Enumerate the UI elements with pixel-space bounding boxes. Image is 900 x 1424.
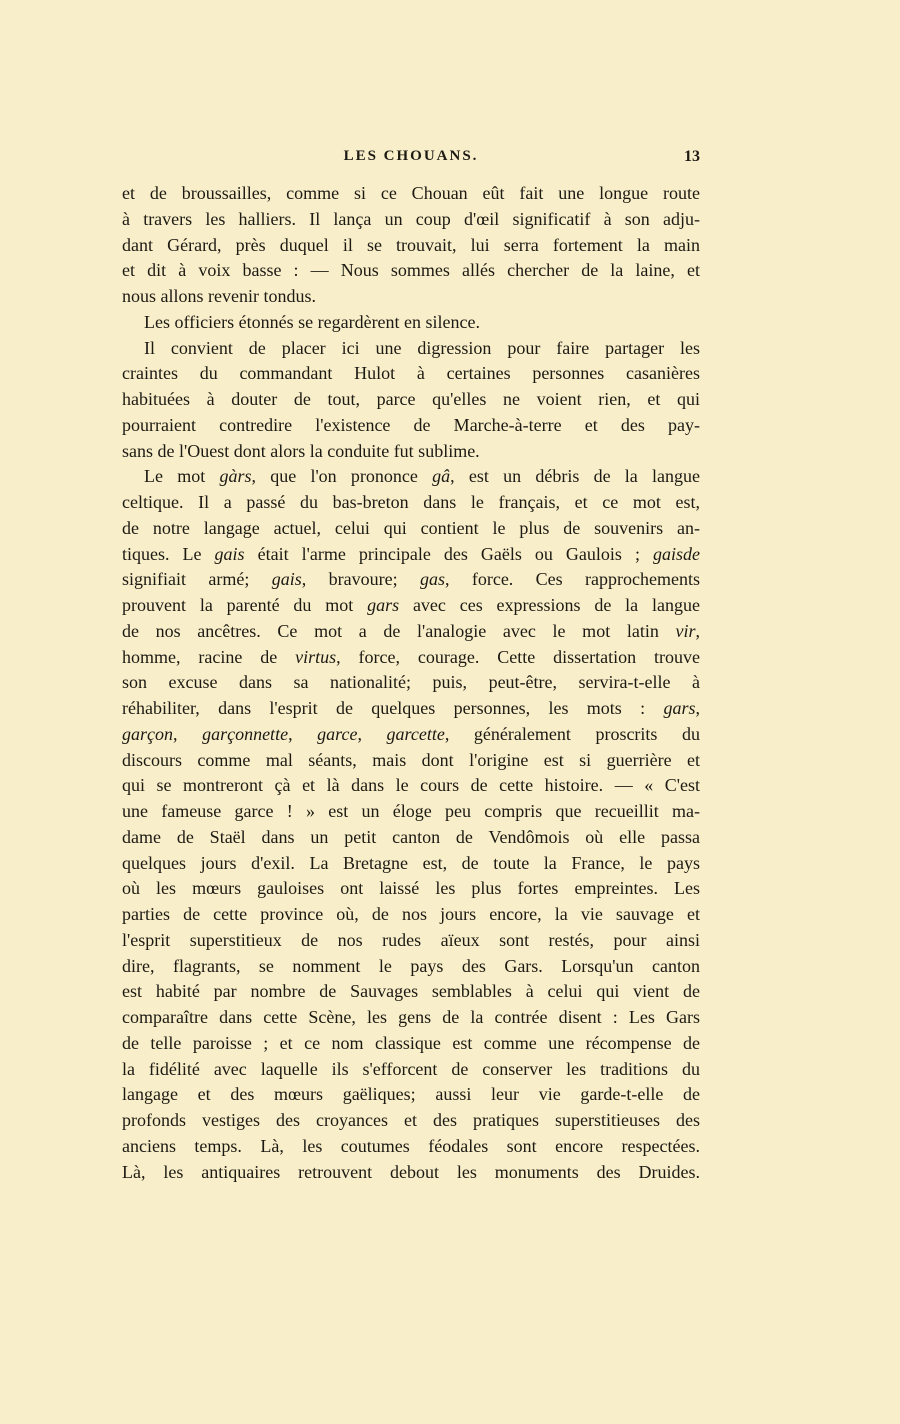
text-line xyxy=(122,233,700,259)
text-line xyxy=(122,696,700,722)
text-segment: celtique. Il a passé du bas-breton dans le français, et ce mot est, xyxy=(122,492,700,512)
italic-text: garçon xyxy=(122,723,173,744)
text-line xyxy=(122,1031,700,1057)
text-line xyxy=(122,593,700,619)
text-line xyxy=(122,645,700,671)
text-line xyxy=(122,902,700,928)
text-segment: de nos ancêtres. Ce mot a de l'analogie avec le mot latin xyxy=(122,620,676,641)
text-segment: , xyxy=(173,723,203,744)
text-segment: Le mot xyxy=(144,466,220,487)
text-segment: homme, racine de xyxy=(122,646,296,667)
text-segment: la fidélité avec laquelle ils s'efforcent de conserver les traditions du xyxy=(122,1058,700,1079)
italic-text: gàrs xyxy=(219,466,252,487)
italic-text: garcette xyxy=(386,723,445,744)
text-line xyxy=(122,361,700,387)
text-line xyxy=(122,207,700,233)
text-line xyxy=(122,310,700,336)
text-segment: tiques. Le xyxy=(122,543,215,564)
text-line xyxy=(122,979,700,1005)
text-segment: , généralement proscrits du xyxy=(444,723,701,744)
text-segment: , xyxy=(695,620,700,641)
text-line xyxy=(122,258,700,284)
text-line xyxy=(122,284,700,310)
text-segment: et dit à voix basse : — Nous sommes allés chercher de la laine, et xyxy=(122,260,700,281)
text-line xyxy=(122,799,700,825)
page-body-text xyxy=(122,181,700,1185)
text-line xyxy=(122,928,700,954)
italic-text: gâ xyxy=(432,466,451,487)
text-segment: comparaître dans cette Scène, les gens de la contrée disent : Les Gars xyxy=(122,1007,700,1027)
italic-text: gais xyxy=(271,569,302,590)
text-line xyxy=(122,748,700,774)
text-line xyxy=(122,516,700,542)
italic-text: gais xyxy=(214,543,245,564)
text-line xyxy=(122,670,700,696)
text-segment: Il convient de placer ici une digression pour faire partager les xyxy=(144,337,700,358)
text-line xyxy=(122,387,700,413)
text-segment: anciens temps. Là, les coutumes féodales sont encore respectées. xyxy=(122,1135,700,1156)
text-segment: de telle paroisse ; et ce nom classique est comme une récompense de xyxy=(122,1032,700,1053)
text-segment: dire, flagrants, se nomment le pays des Gars. Lorsqu'un canton xyxy=(122,955,700,976)
running-title: LES CHOUANS. xyxy=(343,148,479,164)
italic-text: virtus xyxy=(295,646,337,667)
text-line xyxy=(122,851,700,877)
text-segment: l'esprit superstitieux de nos rudes aïeux sont restés, pour ainsi xyxy=(122,929,700,950)
page-header xyxy=(122,148,700,172)
text-segment: où les mœurs gauloises ont laissé les plus fortes empreintes. Les xyxy=(122,878,700,899)
text-line xyxy=(122,825,700,851)
italic-text: garçonnette xyxy=(202,723,289,744)
text-line xyxy=(122,413,700,439)
text-segment: craintes du commandant Hulot à certaines personnes casanières xyxy=(122,363,700,384)
text-segment: réhabiliter, dans l'esprit de quelques personnes, les mots : xyxy=(122,698,664,718)
text-line xyxy=(122,876,700,902)
text-line xyxy=(122,181,700,207)
text-line xyxy=(122,619,700,645)
text-segment: qui se montreront çà et là dans le cours de cette histoire. — « C'est xyxy=(122,775,700,796)
text-segment: de notre langage actuel, celui qui contient le plus de souvenirs an- xyxy=(122,517,700,538)
text-segment: signifiait armé; xyxy=(122,569,272,590)
page-number: 13 xyxy=(684,148,700,165)
italic-text: gaisde xyxy=(653,543,700,564)
text-segment: , que l'on prononce xyxy=(251,466,433,487)
text-segment: , est un débris de la langue xyxy=(450,466,700,487)
text-segment: pourraient contredire l'existence de Marche-à-terre et des pay- xyxy=(122,414,700,435)
text-segment: était l'arme principale des Gaëls ou Gaulois ; xyxy=(244,543,653,564)
text-line xyxy=(122,722,700,748)
text-line xyxy=(122,490,700,516)
text-segment: prouvent la parenté du mot xyxy=(122,595,368,615)
text-line xyxy=(122,542,700,568)
text-segment: , force, courage. Cette dissertation trouve xyxy=(336,646,700,667)
text-segment: avec ces expressions de la langue xyxy=(399,595,700,615)
text-line xyxy=(122,773,700,799)
text-segment: Les officiers étonnés se regardèrent en silence. xyxy=(144,311,481,332)
text-segment: habituées à douter de tout, parce qu'elles ne voient rien, et qui xyxy=(122,389,700,409)
text-line xyxy=(122,567,700,593)
italic-text: gars xyxy=(367,595,400,615)
italic-text: gas xyxy=(419,569,445,590)
text-segment: Là, les antiquaires retrouvent debout les monuments des Druides. xyxy=(122,1161,700,1182)
text-segment: , xyxy=(695,698,700,718)
text-segment: profonds vestiges des croyances et des pratiques superstitieuses des xyxy=(122,1110,700,1130)
text-line xyxy=(122,1082,700,1108)
text-segment: quelques jours d'exil. La Bretagne est, de toute la France, le pays xyxy=(122,852,700,873)
text-line xyxy=(122,1005,700,1031)
text-segment: langage et des mœurs gaëliques; aussi leur vie garde-t-elle de xyxy=(122,1084,700,1105)
text-line xyxy=(122,1108,700,1134)
italic-text: gars xyxy=(663,698,696,718)
text-line xyxy=(122,439,700,465)
text-segment: dame de Staël dans un petit canton de Vendômois où elle passa xyxy=(122,826,700,847)
text-segment: est habité par nombre de Sauvages semblables à celui qui vient de xyxy=(122,981,700,1002)
text-segment: , xyxy=(288,723,318,744)
italic-text: garce xyxy=(317,723,358,744)
text-line xyxy=(122,1134,700,1160)
text-segment: parties de cette province où, de nos jours encore, la vie sauvage et xyxy=(122,904,700,924)
text-segment: , force. Ces rapprochements xyxy=(444,569,701,590)
italic-text: vir xyxy=(675,620,696,641)
text-segment: son excuse dans sa nationalité; puis, peut-être, servira-t-elle à xyxy=(122,672,700,693)
text-segment: à travers les halliers. Il lança un coup d'œil significatif à son adju- xyxy=(122,208,700,229)
text-segment: discours comme mal séants, mais dont l'origine est si guerrière et xyxy=(122,749,700,770)
text-line xyxy=(122,336,700,362)
text-segment: sans de l'Ouest dont alors la conduite fut sublime. xyxy=(122,440,480,461)
text-line xyxy=(122,1160,700,1186)
text-segment: une fameuse garce ! » est un éloge peu compris que recueillit ma- xyxy=(122,801,700,821)
text-line xyxy=(122,1057,700,1083)
text-segment: nous allons revenir tondus. xyxy=(122,286,316,306)
text-segment: , bravoure; xyxy=(301,569,420,590)
text-line xyxy=(122,954,700,980)
text-segment: , xyxy=(357,723,387,744)
text-segment: et de broussailles, comme si ce Chouan eût fait une longue route xyxy=(122,183,700,203)
text-line xyxy=(122,464,700,490)
text-segment: dant Gérard, près duquel il se trouvait, lui serra fortement la main xyxy=(122,234,700,255)
